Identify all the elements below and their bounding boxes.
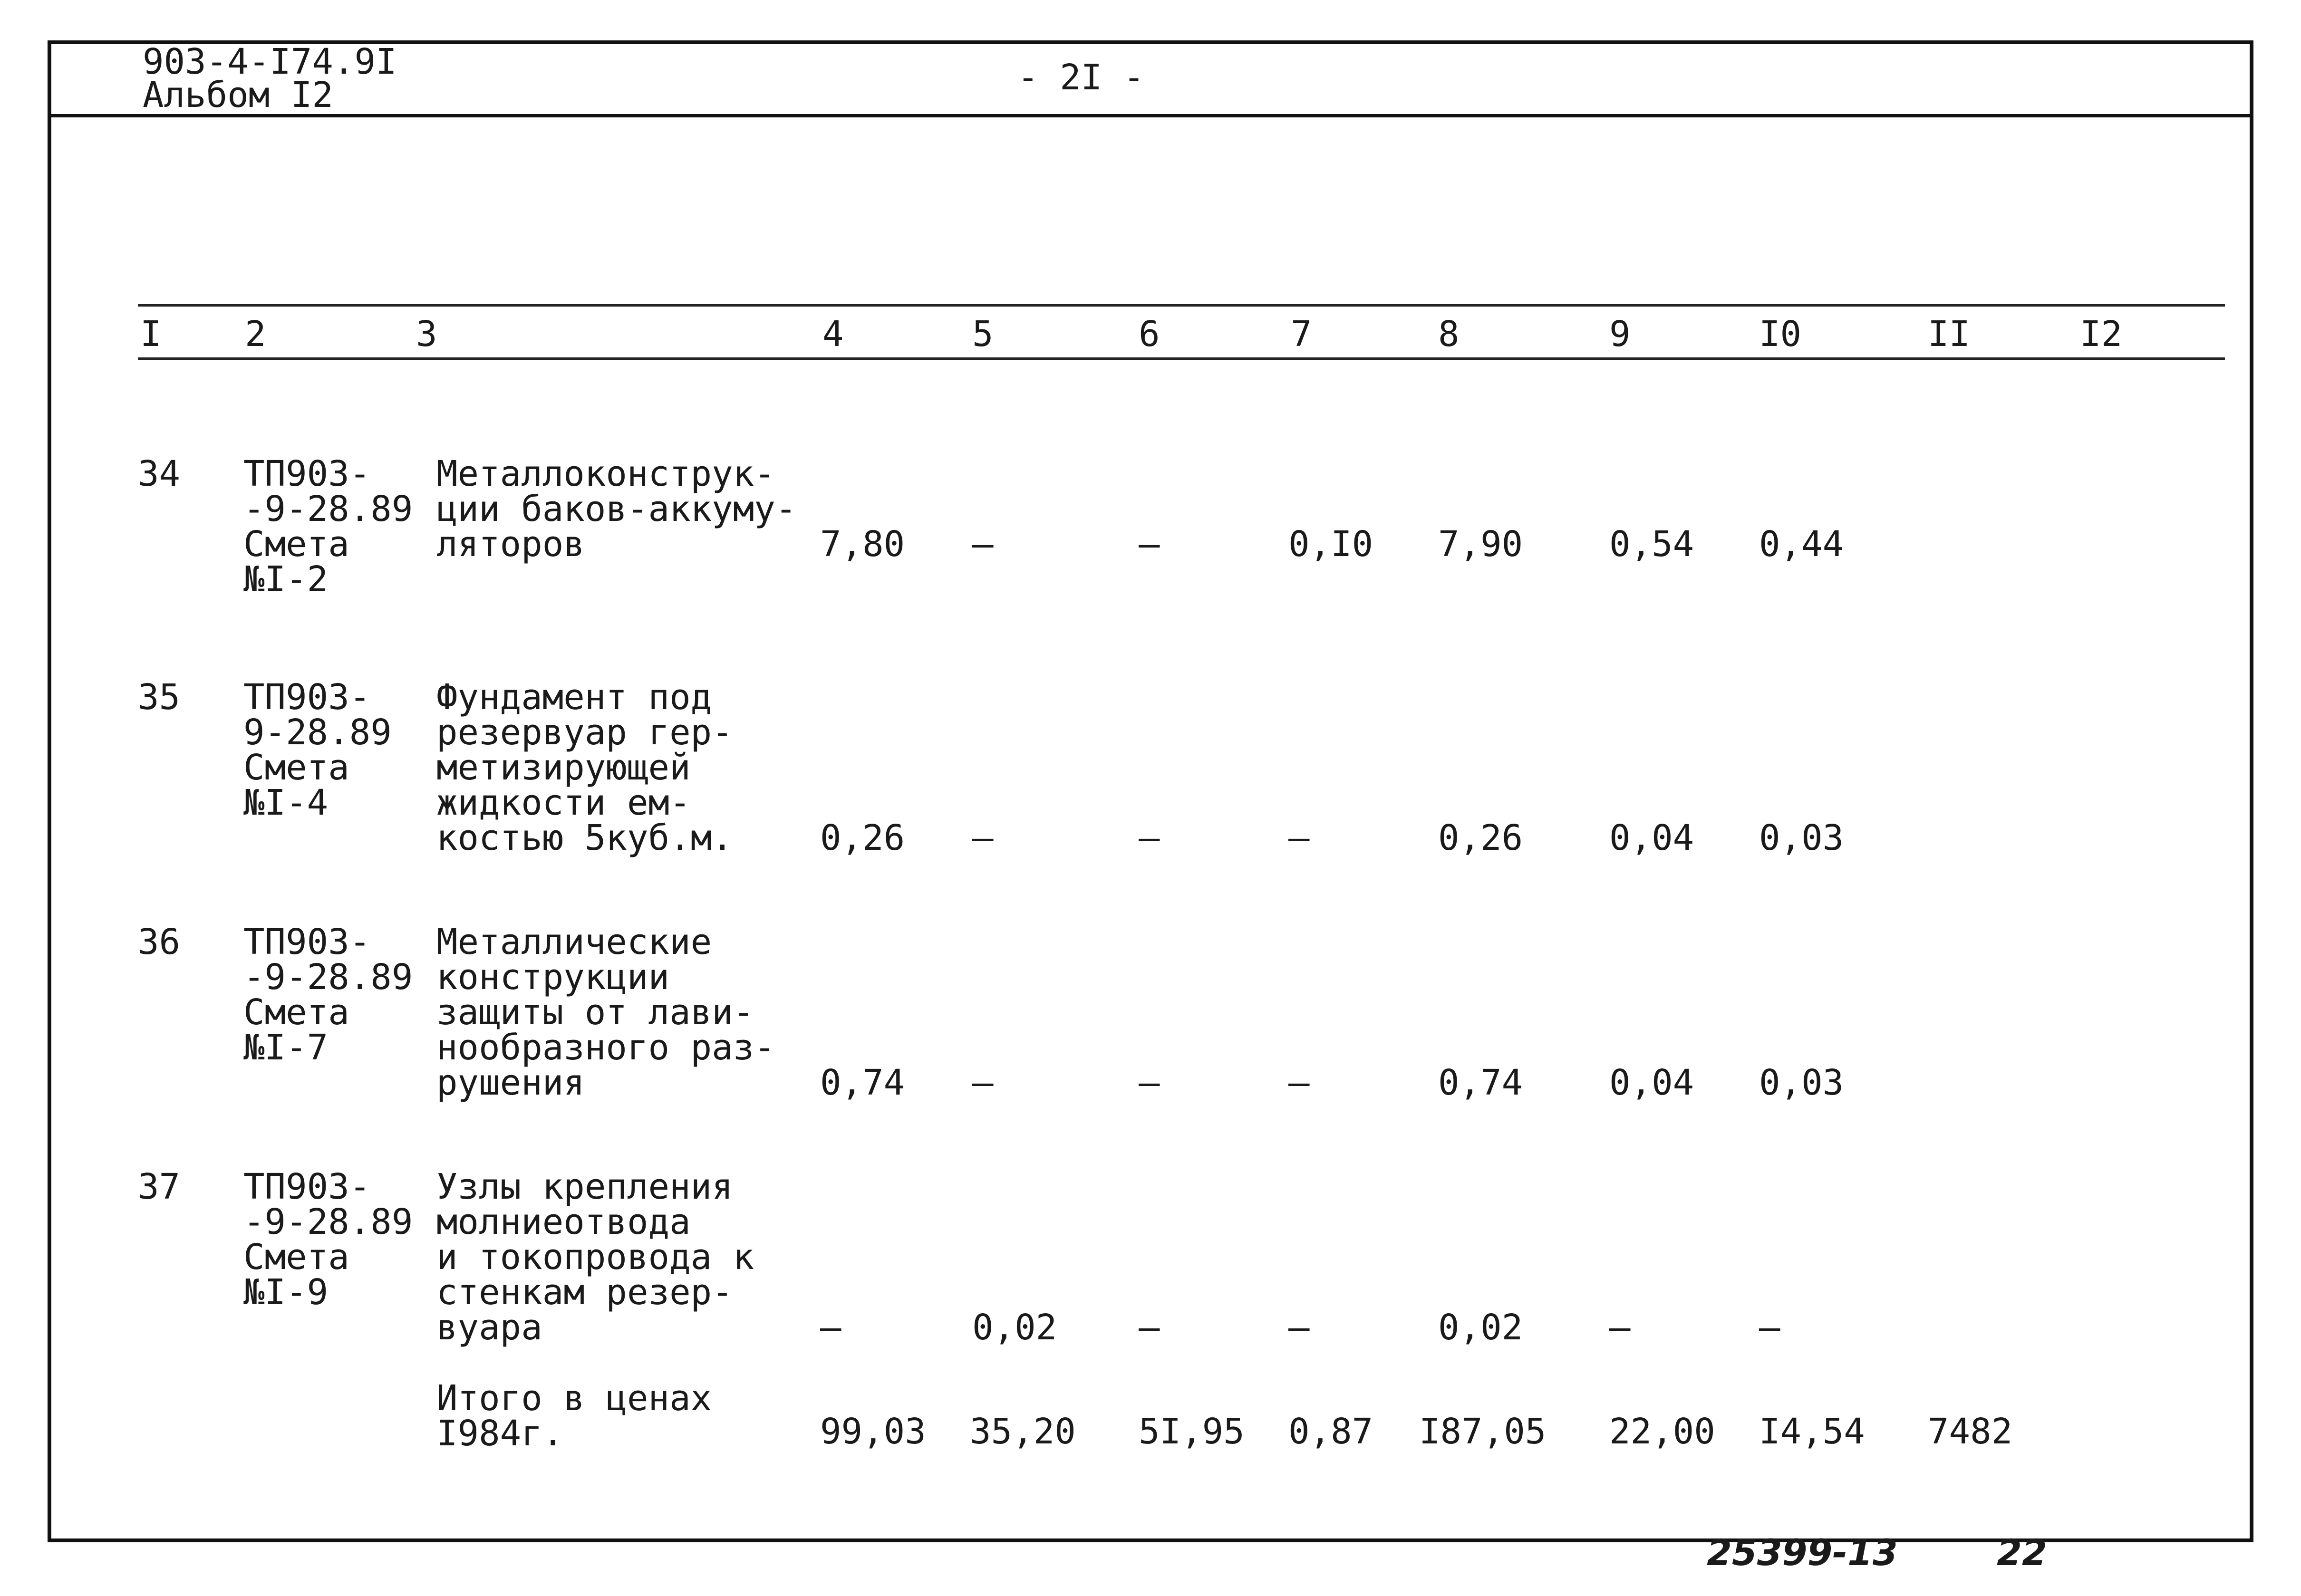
total-col-9: 22,00 [1609,1411,1715,1452]
value-col-8: 7,90 [1438,524,1523,565]
value-col-9: – [1609,1307,1631,1348]
value-col-10: 0,44 [1759,524,1844,565]
row-number: 34 [138,453,181,494]
value-col-9: 0,54 [1609,524,1694,565]
col-10-number: I0 [1759,314,1802,355]
document-code-block [143,41,397,115]
value-col-4: 0,26 [820,817,905,858]
estimate-reference: ТП903- -9-28.89 Смета №I-9 [243,1166,413,1313]
value-col-9: 0,04 [1609,817,1694,858]
col-11-number: II [1928,314,1971,355]
value-col-5: – [972,817,994,858]
total-col-5: 35,20 [970,1411,1076,1452]
value-col-8: 0,74 [1438,1062,1523,1103]
estimate-reference: ТП903- -9-28.89 Смета №I-2 [243,453,413,600]
col-6-number: 6 [1139,314,1160,355]
col-12-number: I2 [2080,314,2123,355]
value-col-8: 0,26 [1438,817,1523,858]
total-col-8: I87,05 [1419,1411,1547,1452]
row-number: 36 [138,922,181,962]
value-col-5: – [972,524,994,565]
col-3-number: 3 [416,314,437,355]
col-2-number: 2 [245,314,266,355]
item-description: Металлические конструкции защиты от лави- нообразного раз- рушения [436,922,775,1103]
col-7-number: 7 [1291,314,1312,355]
value-col-6: – [1139,1062,1160,1103]
value-col-6: – [1139,817,1160,858]
total-col-11: 7482 [1928,1411,2013,1452]
total-col-4: 99,03 [820,1411,926,1452]
row-number: 35 [138,677,181,718]
value-col-10: 0,03 [1759,817,1844,858]
value-col-7: – [1288,1307,1310,1348]
value-col-10: 0,03 [1759,1062,1844,1103]
value-col-5: 0,02 [972,1307,1057,1348]
value-col-8: 0,02 [1438,1307,1523,1348]
value-col-5: – [972,1062,994,1103]
page-number: - 2I - [1017,57,1145,98]
value-col-7: – [1288,1062,1310,1103]
item-description: Металлоконструк- ции баков-аккуму- ляторов [436,453,797,565]
total-col-7: 0,87 [1288,1411,1373,1452]
value-col-10: – [1759,1307,1780,1348]
estimate-reference: ТП903- 9-28.89 Смета №I-4 [243,677,392,823]
sheet-number: 22 [1997,1531,2047,1574]
total-col-6: 5I,95 [1139,1411,1245,1452]
inventory-stamp-number: 25399-13 [1707,1531,1898,1574]
value-col-6: – [1139,524,1160,565]
total-label: Итого в ценах I984г. [436,1378,712,1454]
row-number: 37 [138,1166,181,1207]
column-header-bottom-rule [138,357,2225,360]
column-header-top-rule [138,304,2225,307]
col-5-number: 5 [972,314,994,355]
col-4-number: 4 [822,314,844,355]
value-col-4: 0,74 [820,1062,905,1103]
album-label: Альбом I2 [143,75,333,115]
col-8-number: 8 [1438,314,1460,355]
header-divider [48,114,2253,117]
total-col-10: I4,54 [1759,1411,1865,1452]
col-9-number: 9 [1609,314,1631,355]
document-code: 903-4-I74.9I [143,41,397,82]
value-col-9: 0,04 [1609,1062,1694,1103]
value-col-4: 7,80 [820,524,905,565]
value-col-7: – [1288,817,1310,858]
item-description: Узлы крепления молниеотвода и токопровода к стенкам резер- вуара [436,1166,754,1348]
estimate-reference: ТП903- -9-28.89 Смета №I-7 [243,922,413,1068]
value-col-6: – [1139,1307,1160,1348]
value-col-4: – [820,1307,841,1348]
value-col-7: 0,I0 [1288,524,1373,565]
col-1-number: I [140,314,162,355]
item-description: Фундамент под резервуар гер- метизирующей жидкости ем- костью 5куб.м. [436,677,733,858]
